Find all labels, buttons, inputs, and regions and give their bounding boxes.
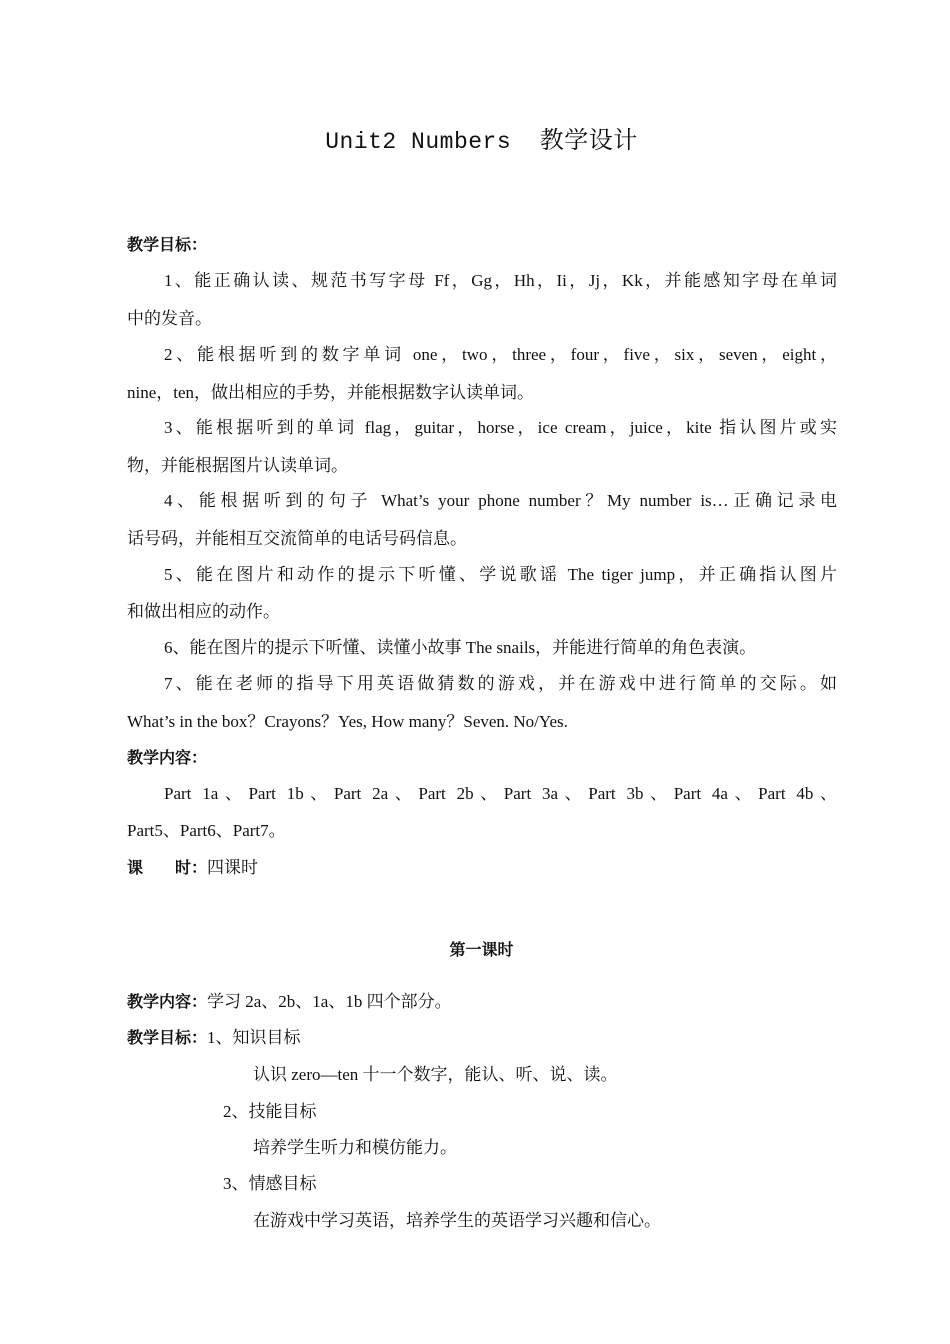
objective-7-line2: What’s in the box？Crayons？Yes, How many？Seven. No/Yes. (127, 712, 568, 731)
content-line1: Part 1a、Part 1b、Part 2a、Part 2b、Part 3a、Part 3b、Part 4a、Part 4b、 (164, 784, 837, 803)
goal-3-heading: 3、情感目标 (223, 1174, 317, 1193)
objective-2-line1: 2、能根据听到的数字单词 one，two，three，four，five，six，seven，eight， (164, 345, 837, 364)
lesson1-goals (127, 1023, 837, 1048)
objective-4-line2: 话号码，并能相互交流简单的电话号码信息。 (127, 529, 467, 548)
objective-3-line2: 物，并能根据图片认读单词。 (127, 456, 348, 475)
goal-2-detail: 培养学生听力和模仿能力。 (253, 1138, 457, 1157)
objective-1-line2: 中的发音。 (127, 309, 212, 328)
goal-3-detail: 在游戏中学习英语，培养学生的英语学习兴趣和信心。 (253, 1211, 661, 1230)
content-line2: Part5、Part6、Part7。 (127, 821, 286, 840)
goal-1-heading: 1、知识目标 (207, 1028, 301, 1047)
hours-value: 四课时 (207, 858, 259, 877)
lesson1-title: 第一课时 (449, 940, 514, 959)
title-chinese: 教学设计 (539, 126, 638, 154)
content-heading: 教学内容： (127, 748, 208, 767)
document-title (0, 120, 950, 155)
objectives-heading: 教学目标： (127, 235, 208, 254)
lesson1-goals-label: 教学目标： (127, 1028, 208, 1047)
objective-5-line2: 和做出相应的动作。 (127, 602, 280, 621)
objective-1-line1: 1、能正确认读、规范书写字母 Ff，Gg，Hh，Ii，Jj，Kk，并能感知字母在单词 (164, 271, 837, 290)
hours-label: 课 时： (127, 858, 208, 877)
objective-7-line1: 7、能在老师的指导下用英语做猜数的游戏，并在游戏中进行简单的交际。如 (164, 674, 837, 693)
lesson1-content (127, 987, 837, 1012)
objective-2-line2: nine，ten，做出相应的手势，并能根据数字认读单词。 (127, 383, 535, 402)
class-hours (127, 853, 837, 878)
objective-4-line1: 4、能根据听到的句子 What’s your phone number？My number is…正确记录电 (164, 491, 837, 510)
objective-3-line1: 3、能根据听到的单词 flag，guitar，horse，ice cream，juice，kite 指认图片或实 (164, 418, 837, 437)
objective-5-line1: 5、能在图片和动作的提示下听懂、学说歌谣 The tiger jump，并正确指认图片 (164, 565, 837, 584)
goal-2-heading: 2、技能目标 (223, 1102, 317, 1121)
goal-1-detail: 认识 zero—ten 十一个数字，能认、听、说、读。 (253, 1065, 618, 1084)
title-english: Unit2 Numbers (325, 129, 512, 155)
lesson1-content-value: 学习 2a、2b、1a、1b 四个部分。 (207, 992, 452, 1011)
lesson1-content-label: 教学内容： (127, 992, 208, 1011)
objective-6-line1: 6、能在图片的提示下听懂、读懂小故事 The snails，并能进行简单的角色表演。 (164, 638, 757, 657)
